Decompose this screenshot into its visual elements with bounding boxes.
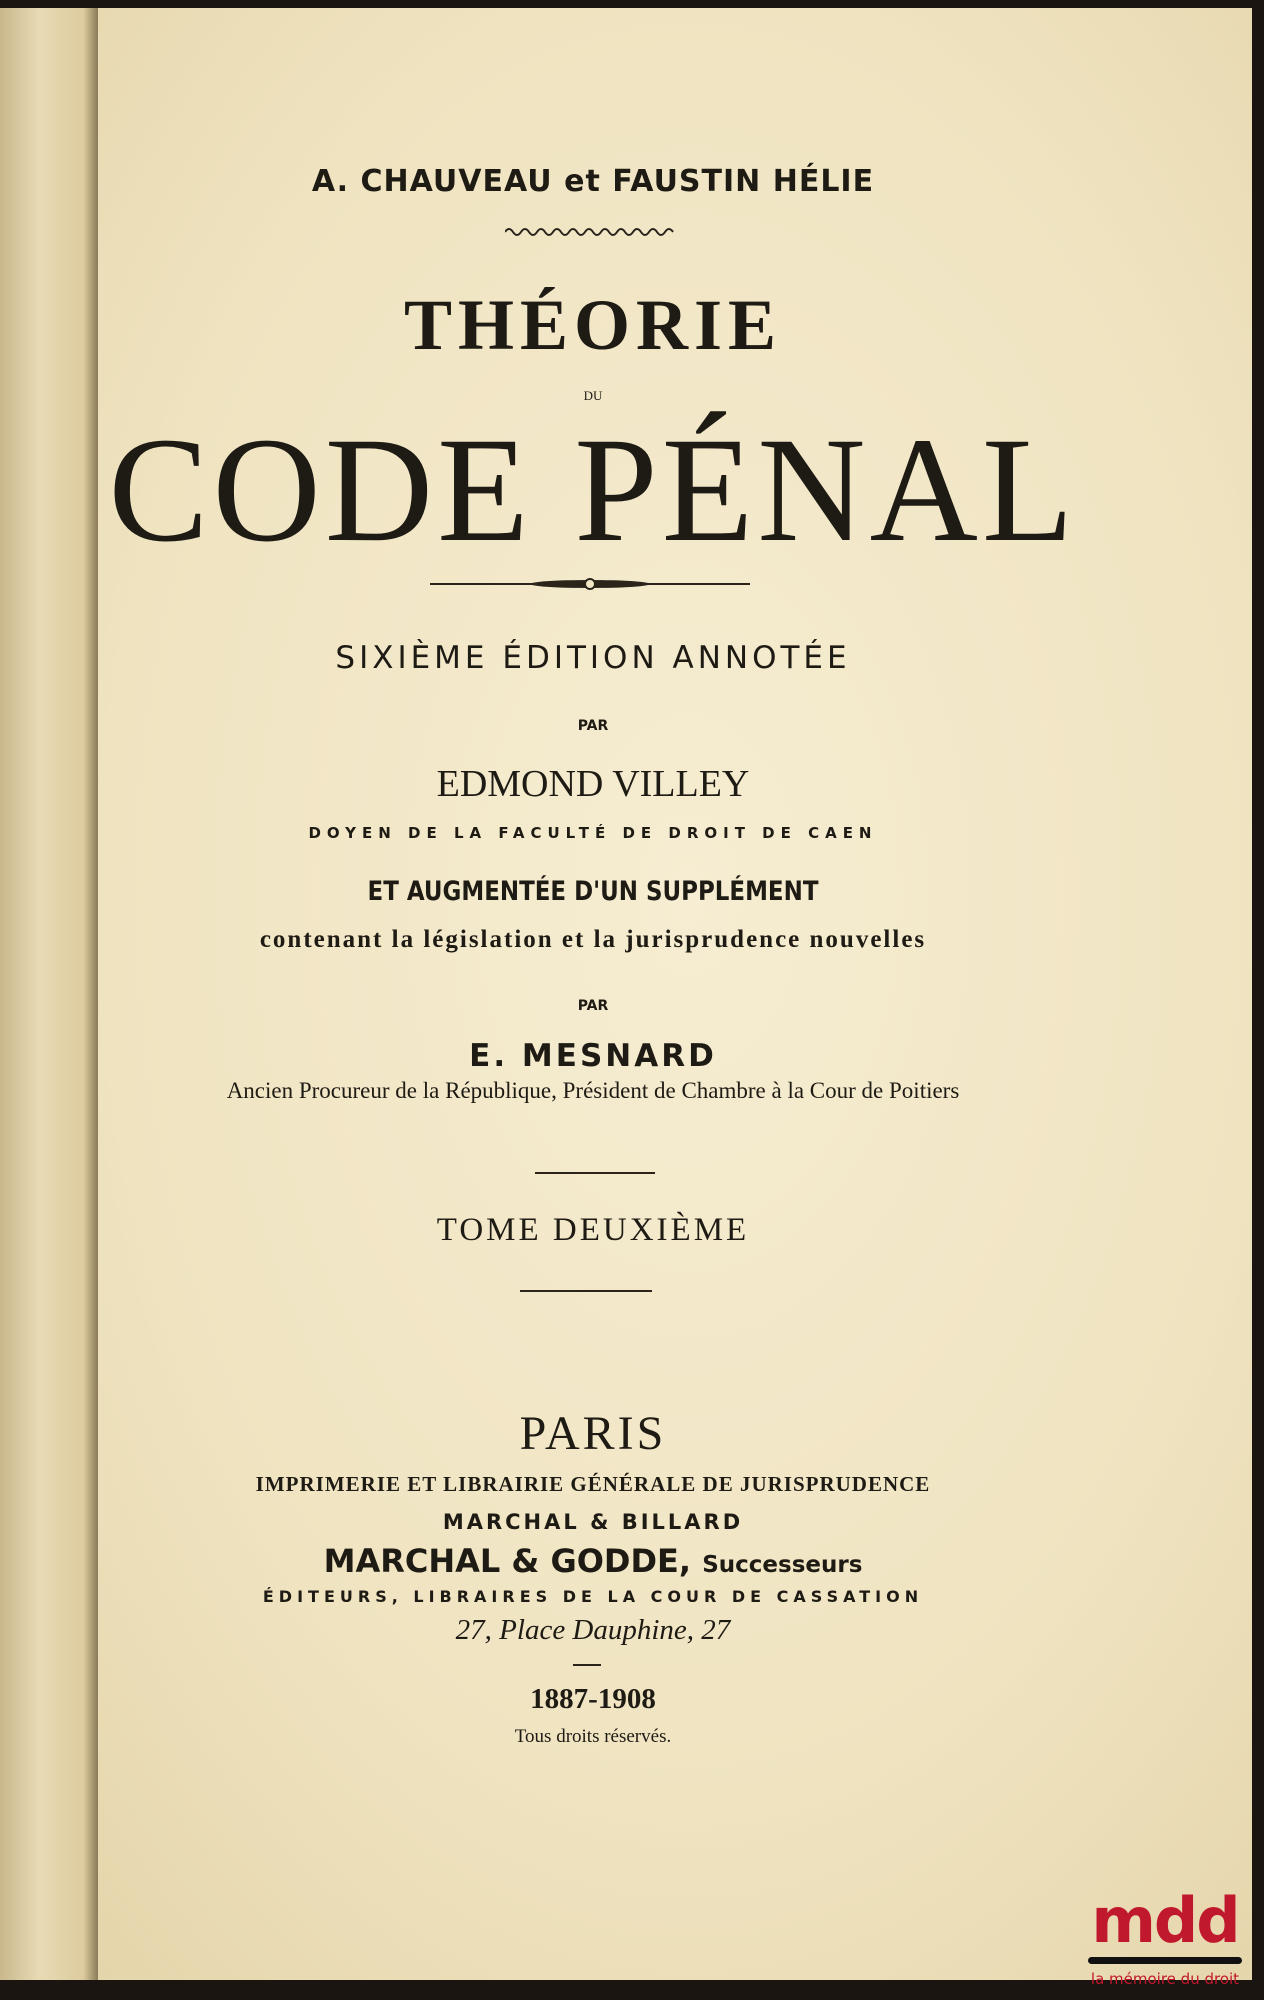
printer: IMPRIMERIE ET LIBRAIRIE GÉNÉRALE DE JURISPRUDENCE xyxy=(255,1472,931,1496)
address: 27, Place Dauphine, 27 xyxy=(455,1614,731,1646)
edition: SIXIÈME ÉDITION ANNOTÉE xyxy=(335,640,851,676)
ornamental-rule xyxy=(430,576,750,592)
publisher-new-suffix: Successeurs xyxy=(702,1552,863,1578)
logo-bar xyxy=(1088,1957,1242,1964)
city: PARIS xyxy=(519,1407,667,1460)
divider-rule xyxy=(520,1290,652,1292)
authors: A. CHAUVEAU et FAUSTIN HÉLIE xyxy=(311,164,875,199)
publisher-old: MARCHAL & BILLARD xyxy=(442,1510,744,1534)
logo-text: mdd xyxy=(1091,1884,1239,1957)
supplement-author-role: Ancien Procureur de la République, Président de Chambre à la Cour de Poitiers xyxy=(226,1078,960,1103)
par-2: PAR xyxy=(577,998,609,1014)
title-line1: THÉORIE xyxy=(403,285,783,365)
supplement-author: E. MESNARD xyxy=(469,1038,717,1074)
publisher-role: ÉDITEURS, LIBRAIRES DE LA COUR DE CASSATION xyxy=(262,1587,924,1606)
supplement: ET AUGMENTÉE D'UN SUPPLÉMENT xyxy=(367,876,819,907)
title-connector: DU xyxy=(583,388,603,403)
short-dash xyxy=(573,1664,601,1666)
mdd-watermark-logo xyxy=(1080,1884,1250,1988)
wavy-ornament xyxy=(505,226,675,238)
par-1: PAR xyxy=(577,718,609,734)
title-main: CODE PÉNAL xyxy=(108,407,1078,573)
rights: Tous droits réservés. xyxy=(514,1726,672,1747)
editor-name: EDMOND VILLEY xyxy=(436,763,750,805)
editor-role: DOYEN DE LA FACULTÉ DE DROIT DE CAEN xyxy=(308,824,878,842)
publisher-new: MARCHAL & GODDE, xyxy=(323,1542,692,1580)
divider-rule xyxy=(535,1172,655,1174)
years: 1887-1908 xyxy=(530,1683,656,1715)
logo-tagline: la mémoire du droit xyxy=(1090,1970,1240,1988)
volume: TOME DEUXIÈME xyxy=(436,1212,750,1248)
supplement-description: contenant la législation et la jurisprudence nouvelles xyxy=(259,926,927,953)
publisher-new-line xyxy=(0,1542,1186,1580)
